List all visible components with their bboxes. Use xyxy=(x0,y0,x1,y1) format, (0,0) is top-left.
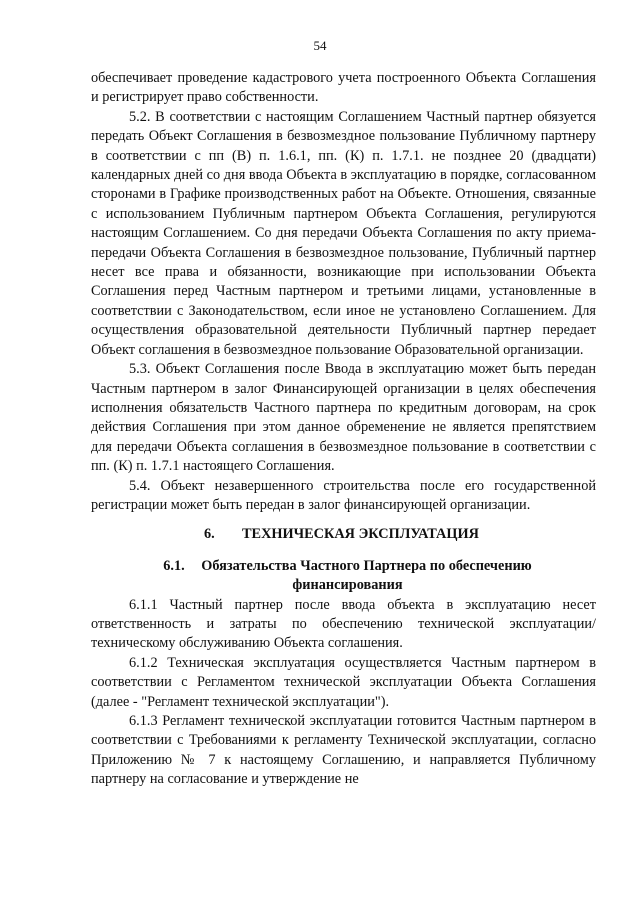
section-title: ТЕХНИЧЕСКАЯ ЭКСПЛУАТАЦИЯ xyxy=(242,526,479,543)
section-heading-6 xyxy=(91,525,596,544)
paragraph-6-1-1: 6.1.1 Частный партнер после ввода объекта в эксплуатацию несет ответственность и затраты по обеспечению технической эксплуатации/техническому обслуживанию Объекта соглашения. xyxy=(91,596,596,652)
subsection-title-line-2: финансирования xyxy=(292,577,403,594)
paragraph-5-2: 5.2. В соответствии с настоящим Соглашением Частный партнер обязуется передать Объект Соглашения в безвозмездное пользование Публичному партнеру в соответствии с пп (В) п. 1.6.1, пп. (К) п. 1.7.1. не позднее 20 (двадцати) календарных дней со дня ввода Объекта в эксплуатацию в порядке, согласованном сторонами в Графике производственных работ на Объекте. Отношения, связанные с использованием Публичным партнером Объекта Соглашения, регулируются настоящим Соглашением. Со дня передачи Объекта Соглашения по акту приема-передачи Объекта Соглашения в безвозмездное пользование, Публичный партнер несет все права и обязанности, возникающие при использовании Объекта Соглашения перед Частным партнером и третьими лицами, установленные в соответствии с Законодательством, если иное не установлено Соглашением. Для осуществления образовательной деятельности Публичный партнер передает Объект соглашения в безвозмездное пользование Образовательной организации. xyxy=(91,108,596,358)
subsection-number: 6.1. xyxy=(163,557,185,574)
page-body xyxy=(91,69,596,790)
paragraph-6-1-3: 6.1.3 Регламент технической эксплуатации готовится Частным партнером в соответствии с Требованиями к регламенту Технической эксплуатации, согласно Приложению № 7 к настоящему Соглашению, и направляется Публичному партнеру на согласование и утверждение не xyxy=(91,713,596,788)
section-number: 6. xyxy=(204,526,215,543)
paragraph-intro-continuation: обеспечивает проведение кадастрового учета построенного Объекта Соглашения и регистрирует право собственности. xyxy=(91,70,596,106)
subsection-title-line-1: Обязательства Частного Партнера по обеспечению xyxy=(201,557,532,574)
paragraph-5-3: 5.3. Объект Соглашения после Ввода в эксплуатацию может быть передан Частным партнером в залог Финансирующей организации в целях обеспечения исполнения обязательств Частного партнера по кредитным договорам, на срок действия Соглашения при этом данное обременение не является препятствием для передачи Объекта соглашения в безвозмездное пользование в соответствии с пп. (К) п. 1.7.1 настоящего Соглашения. xyxy=(91,361,596,475)
paragraph-6-1-2: 6.1.2 Техническая эксплуатация осуществляется Частным партнером в соответствии с Регламентом технической эксплуатации Объекта Соглашения (далее - "Регламент технической эксплуатации"). xyxy=(91,654,596,710)
subsection-heading-6-1 xyxy=(91,557,596,596)
paragraph-5-4: 5.4. Объект незавершенного строительства после его государственной регистрации может быть передан в залог финансирующей организации. xyxy=(91,477,596,513)
page-number: 54 xyxy=(313,38,327,53)
